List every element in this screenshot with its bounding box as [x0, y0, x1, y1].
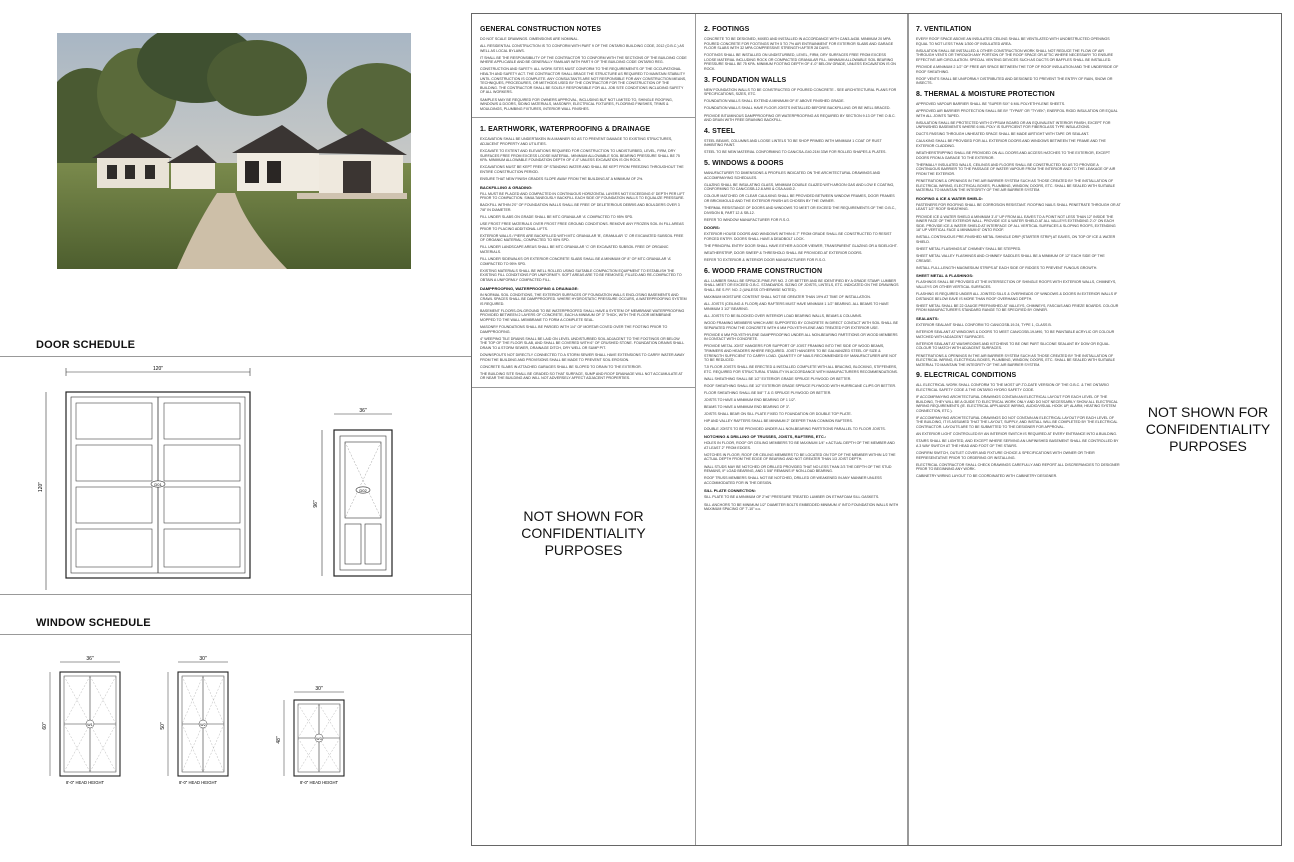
column-divider-3	[908, 14, 909, 845]
window-w1-caption: 8'-0" HEAD HEIGHT	[65, 780, 105, 785]
note-paragraph: FILL UNDER LANDSCAPE AREAS SHALL BE MTC GRANULAR 'C' OR EXCAVATED SUBSOIL FREE OF ORGANIC MATERIALS.	[480, 245, 669, 254]
footings-title: 2. FOOTINGS	[704, 26, 750, 33]
note-paragraph: PROVIDE BITUMINOUS DAMPPROOFING OR WATERPROOFING AS REQUIRED BY SECTION 9.13 OF THE O.B.C. AND DRAIN WITH FREE DRAINING BACKFILL.	[704, 113, 896, 123]
note-paragraph: FOUNDATION WALLS SHALL EXTEND A MINIMUM OF 8" ABOVE FINISHED GRADE.	[704, 99, 845, 104]
window-w3	[276, 686, 344, 785]
steel-section	[704, 128, 899, 155]
door-d01-tag: D01	[154, 482, 162, 487]
window-w2-caption: 8'-0" HEAD HEIGHT	[178, 780, 218, 785]
note-paragraph: EXCAVATE TO EXTENT AND ELEVATIONS REQUIRED FOR CONSTRUCTION TO UNDISTURBED, LEVEL, FIRM, DRY SURFACES FREE FROM EXCESS LOOSE MATERIAL. MINIMUM ALLOWABLE SOIL BEARING PRESSURE SHALL BE 75 KPA. MINIMUM ALLOWABLE FOUNDATION DEPTH OF 4'-0" UNLESS EXCAVATION IS ON ROCK.	[480, 149, 680, 163]
window-w2-width: 30"	[199, 656, 207, 662]
note-paragraph: SAMPLES MAY BE REQUIRED FOR OWNERS APPROVAL, INCLUDING BUT NOT LIMITED TO, SHINGLE ROOFING, WINDOWS & DOORS, SIDING MATERIALS, MASONRY, ELECTRICAL FIXTURES, FLOORING FINISHES, TRIMS & MOULDINGS, PLUMBING FIXTURES, INTERIOR WALL FINISHES.	[480, 97, 673, 111]
general-notes-section	[480, 26, 687, 111]
window-w1-height: 60"	[42, 722, 48, 730]
note-subheading: SHEET METAL & FLASHINGS:	[916, 273, 974, 279]
note-paragraph: ENSURE THAT NEW FINISH GRADES SLOPE AWAY FROM THE BUILDING AT A MINIMUM OF 2%.	[480, 176, 644, 181]
note-paragraph: SILL ANCHORS TO BE MINIMUM 1/2" DIAMETER BOLTS EMBEDDED MINIMUM 4" INTO FOUNDATION WALLS WITH MAXIMUM SPACING OF 7'-10" o.c.	[704, 502, 899, 512]
note-paragraph: IF ACCOMPANYING ARCHITECTURAL DRAWINGS DO NOT CONTAIN AN ELECTRICAL LAYOUT FOR EACH LEVEL OF THE BUILDING, IT IS ASSUMED THAT THE LAYOUT, SUPPLY, AND INSTALL WILL BE COMPLETED BY THE ELECTRICAL CONTRACTOR. LAYOUTS ARE TO BE SUBMITTED TO THE DESIGNER FOR APPROVAL.	[916, 415, 1118, 430]
door-schedule-drawing	[30, 362, 410, 590]
note-paragraph: CONCRETE TO BE DESIGNED, MIXED AND INSTALLED IN ACCORDANCE WITH CAN3-A438. MINIMUM 20 MPA POURED CONCRETE FOR FOOTINGS WITH 5 TO 7% AIR ENTRAINMENT FOR EXTERIOR SLABS AND GARAGE FLOOR SLABS WITH 32 MPA COMPRESSIVE STRENGTH AFTER 28 DAYS.	[704, 37, 894, 51]
note-paragraph: EXISTING MATERIALS SHALL BE WELL ROLLED USING SUITABLE COMPACTION EQUIPMENT TO ESTABLISH THE EXISTING FILL CONDITIONS FOR UNIFORMITY. SOFT AREAS ARE TO BE REMOVED, FILLED AND RE-COMPACTED TO OBTAIN A UNIFORMLY COMPACTED FILL.	[480, 268, 682, 282]
door-d01-height: 120"	[38, 481, 44, 493]
note-paragraph: PROVIDE ICE & WATER SHIELD A MINIMUM 3'-0" UP FROM ALL EAVES TO A POINT NOT LESS THAN 12" INSIDE THE INNER FACE OF THE EXTERIOR WALL. PROVIDE ICE & WATER SHIELD AT ALL VALLEYS EXTENDING 2'-0" ON EACH SIDE. PROVIDE ICE & WATER SHIELD AT INTERFACE OF ALL VERTICAL SURFACES & SLOPING ROOFS, EXTENDING 18" UP VERTICAL FACE & MINIMUM 6" ONTO ROOF.	[916, 214, 1116, 233]
window-schedule-title: WINDOW SCHEDULE	[36, 617, 151, 629]
door-d01	[38, 366, 250, 590]
door-d02-height: 96"	[313, 500, 319, 508]
note-paragraph: WEATHERSTRIP, DOOR SWEEP & THRESHOLD SHALL BE PROVIDED AT EXTERIOR DOORS.	[704, 251, 863, 256]
note-subheading: NOTCHING & DRILLING OF TRUSSES, JOISTS, RAFTERS, ETC.:	[704, 434, 827, 440]
note-paragraph: ALL LUMBER SHALL BE SPRUCE-PINE-FIR NO. 2 OR BETTER AND BE IDENTIFIED BY A GRADE STAMP. LUMBER SHALL MEET OR EXCEED O.B.C. STANDARDS. SIZING OF JOISTS, LINTELS, ETC. INDICATED ON THE DRAWINGS SHALL BE S.P.F. NO. 2 (UNLESS OTHERWISE NOTED).	[704, 278, 899, 292]
earthwork-section	[480, 126, 687, 381]
note-paragraph: ROOF SHEATHING SHALL BE 1/2" EXTERIOR GRADE SPRUCE PLYWOOD WITH HURRICANE CLIPS OR BETTER.	[704, 384, 897, 388]
electrical-title: 9. ELECTRICAL CONDITIONS	[916, 372, 1017, 380]
note-subheading: BACKFILLING & GRADING:	[480, 184, 533, 190]
note-paragraph: DO NOT SCALE DRAWINGS. DIMENSIONS ARE NOMINAL.	[480, 37, 579, 41]
note-paragraph: WOOD FRAMING MEMBERS WHICH ARE SUPPORTED BY CONCRETE IN DIRECT CONTACT WITH SOIL SHALL BE SEPARATED FROM THE CONCRETE WITH 6 MM POLYETHYLENE AND TREATED FOR EXTERIOR USE.	[704, 320, 899, 330]
window-w3-width: 30"	[315, 686, 323, 692]
note-paragraph: FILL UNDER SLABS ON GRADE SHALL BE MTC GRANULAR 'A' COMPACTED TO 95% SPD.	[480, 214, 634, 219]
door-schedule-title: DOOR SCHEDULE	[36, 339, 136, 351]
note-paragraph: SILL PLATE TO BE A MINIMUM OF 2"x6" PRESSURE TREATED LUMBER ON ETHAFOAM SILL GASKETS.	[704, 495, 880, 500]
note-paragraph: USE FROST FREE MATERIALS OVER FROST FREE GROUND CONDITIONS. REMOVE ANY FROZEN SOIL IN FILL AREAS PRIOR TO PLACING ADDITIONAL LIFTS.	[480, 222, 684, 231]
note-paragraph: CONFIRM SWITCH, OUTLET COVER AND FIXTURE CHOICE & SPECIFICATIONS WITH OWNER OR THEIR REPRESENTATIVE PRIOR TO ORDERING OR INSTALLING.	[916, 450, 1095, 460]
door-d02	[313, 408, 392, 576]
door-schedule-top-rule	[0, 356, 471, 357]
note-paragraph: IT SHALL BE THE RESPONSIBILITY OF THE CONTRACTOR TO CONFORM WITH THE SECTIONS OF THE BUILDING CODE WHERE APPLICABLE AND BE GENERALLY FAMILIAR WITH PART 9 OF THE BUILDING CODE ONTARIO REG.	[480, 55, 687, 65]
note-paragraph: DOUBLE JOISTS TO BE PROVIDED UNDER ALL NON-BEARING PARTITIONS PARALLEL TO FLOOR JOISTS.	[704, 426, 886, 431]
notes-column-2	[696, 14, 908, 845]
note-subheading: SEALANTS:	[916, 316, 939, 322]
note-paragraph: FOOTINGS SHALL BE INSTALLED ON UNDISTURBED, LEVEL, FIRM, DRY SURFACES FREE FROM EXCESS LOOSE MATERIAL INCLUDING ROCK OR COMPACTED GRANULAR FILL. MINIMUM ALLOWABLE SOIL BEARING PRESSURE SHALL BE 75 KPA. MINIMUM FOOTING DEPTH OF 4'-0" BELOW GRADE, UNLESS EXCAVATION IS ON ROCK.	[704, 53, 896, 72]
note-paragraph: COLOUR MATCHED OR CLEAR CAULKING SHALL BE PROVIDED BETWEEN WINDOW FRAMES, DOOR FRAMES OR BRICKMOULD AND THE EXTERIOR FINISH AS CHOSEN BY THE OWNER.	[704, 194, 895, 203]
note-paragraph: EVERY ROOF SPACE ABOVE AN INSULATED CEILING SHALL BE VENTILATED WITH UNOBSTRUCTED OPENINGS EQUAL TO NOT LESS THAN 1/300 OF INSULATED AREA.	[916, 37, 1110, 46]
notes-column-1	[472, 14, 696, 845]
note-paragraph: SHEET METAL SHALL BE 22 GAUGE PREFINISHED AT VALLEYS, CHIMNEYS, FASCIAS AND FRIEZE BOARDS. COLOUR FROM MANUFACTURER'S STANDARD RANGE TO BE SPECIFIED BY OWNER.	[916, 303, 1119, 313]
note-paragraph: FLASHING IS REQUIRED UNDER ALL JOINTED SILLS & OVERHEADS OF WINDOWS & DOORS IN EXTERIOR WALLS IF DISTANCE BELOW EAVE IS MORE THAN ROOF OVERHANG DEPTH.	[916, 292, 1118, 301]
thermal-section	[916, 91, 1121, 367]
window-w2-tag: W2	[200, 723, 206, 727]
note-paragraph: APPROVED AIR BARRIER PROTECTION SHALL BE BY "TYPAR" OR "TYVEK"; ENERFOIL RIGID INSULATION OR EQUAL WITH ALL JOINTS TAPED.	[916, 108, 1118, 118]
note-paragraph: EXTERIOR HOUSE DOORS AND WINDOWS WITHIN 6'-7" FROM GRADE SHALL BE CONSTRUCTED TO RESIST FORCED ENTRY. DOORS SHALL HAVE A DEADBOLT LOCK.	[704, 232, 892, 241]
note-paragraph: HIP AND VALLEY RAFTERS SHALL BE MINIMUM 2" DEEPER THAN COMMON RAFTERS.	[704, 419, 853, 424]
note-paragraph: PROVIDE 6 MM POLYETHYLENE DAMPPROOFING UNDER ALL NON-BEARING PARTITIONS OR WOOD MEMBERS IN CONTACT WITH CONCRETE.	[704, 332, 898, 342]
note-paragraph: SHEET METAL FLASHINGS AT CHIMNEY SHALL BE STEPPED.	[916, 247, 1022, 252]
note-paragraph: DUCTS PASSING THROUGH UNHEATED SPACE SHALL BE MADE AIRTIGHT WITH TAPE OR SEALANT.	[916, 132, 1090, 137]
window-w1-width: 36"	[86, 656, 94, 662]
door-schedule-bottom-rule	[0, 594, 471, 595]
foundation-section	[704, 77, 899, 123]
note-paragraph: THE PRINCIPAL ENTRY DOOR SHALL HAVE EITHER A DOOR VIEWER, TRANSPARENT GLAZING OR A SIDELIGHT.	[704, 244, 898, 249]
note-paragraph: FASTENERS FOR ROOFING SHALL BE CORROSION RESISTANT. ROOFING NAILS SHALL PENETRATE THROUGH OR AT LEAST 1/2" ROOF SHEATHING.	[916, 202, 1121, 212]
foundation-title: 3. FOUNDATION WALLS	[704, 76, 787, 84]
wood-frame-section	[704, 268, 899, 512]
window-w2	[160, 656, 228, 785]
thermal-title: 8. THERMAL & MOISTURE PROTECTION	[916, 90, 1055, 98]
note-paragraph: WALL SHEATHING SHALL BE 1/2" EXTERIOR GRADE SPRUCE PLYWOOD OR BETTER.	[704, 376, 852, 381]
footings-section	[704, 26, 899, 72]
note-paragraph: ALL ELECTRICAL WORK SHALL CONFORM TO THE MOST UP-TO-DATE VERSION OF THE O.B.C. & THE ONTARIO ELECTRICAL SAFETY CODE & THE ONTARIO HYDRO SAFETY CODE.	[916, 383, 1109, 392]
note-paragraph: FILL MUST BE PLACED AND COMPACTED IN CONTINUOUS HORIZONTAL LAYERS NOT EXCEEDING 6" DEPTH PER LIFT PRIOR TO COMPACTION. SIMULTANEOUSLY BACKFILL EACH SIDE OF FOUNDATION WALLS TO EQUALIZE PRESSURE.	[480, 191, 685, 201]
note-subheading: ROOFING & ICE & WATER SHIELD:	[916, 195, 983, 201]
note-paragraph: INSULATION SHALL BE PROTECTED WITH GYPSUM BOARD OR AN EQUIVALENT INTERIOR FINISH, EXCEPT FOR UNFINISHED BASEMENTS WHERE 6 MIL POLY IS SUFFICIENT FOR FIBERGLASS TYPE INSULATIONS.	[916, 120, 1111, 130]
ventilation-title: 7. VENTILATION	[916, 26, 972, 33]
note-paragraph: MANUFACTURER TO DIMENSIONS & PROFILES INDICATED ON THE ARCHITECTURAL DRAWINGS AND ACCOMPANYING SCHEDULES.	[704, 171, 881, 180]
note-paragraph: TJI FLOOR JOISTS SHALL BE ERECTED & INSTALLED COMPLETE WITH ALL BRACING, BLOCKING, STIFFENERS, ETC. REQUIRED FOR STRUCTURAL STABILITY IN ACCORDANCE WITH MANUFACTURERS RECOMMENDATIONS.	[704, 365, 898, 374]
house-rendering-illustration	[57, 33, 411, 269]
note-paragraph: ALL JOISTS (CEILING & FLOOR) AND RAFTERS MUST HAVE MINIMUM 1 1/2" BEARING. ALL BEAMS TO HAVE MINIMUM 3 1/2" BEARING.	[704, 302, 889, 311]
note-paragraph: BEAMS TO HAVE A MINIMUM END BEARING OF 3".	[704, 405, 791, 410]
door-d01-width: 120"	[152, 366, 164, 372]
note-paragraph: NEW FOUNDATION WALLS TO BE CONSTRUCTED OF POURED CONCRETE - SEE ARCHITECTURAL PLANS FOR SPECIFICATIONS, SIZES, ETC.	[704, 87, 897, 97]
window-schedule-drawing	[30, 650, 410, 790]
note-paragraph: CONCRETE SLABS IN ATTACHED GARAGES SHALL BE SLOPED TO DRAIN TO THE EXTERIOR.	[480, 364, 642, 369]
note-paragraph: WEATHERSTRIPPING SHALL BE PROVIDED ON ALL DOORS AND ACCESS HATCHES TO THE EXTERIOR, EXCEPT DOORS FROM A GARAGE TO THE EXTERIOR.	[916, 151, 1111, 160]
note-paragraph: HOLES IN FLOOR, ROOF OR CEILING MEMBERS TO BE MAXIMUM 1/4" x ACTUAL DEPTH OF THE MEMBER AND AT LEAST 2" FROM EDGES.	[704, 441, 895, 450]
window-w2-height: 50"	[160, 722, 166, 730]
note-paragraph: THERMAL RESISTANCE OF DOORS AND WINDOWS TO MEET OR EXCEED THE REQUIREMENTS OF THE O.B.C., DIVISION B, PART 12 & SB-12.	[704, 206, 897, 215]
general-notes-title: GENERAL CONSTRUCTION NOTES	[480, 26, 602, 33]
note-paragraph: IF ACCOMPANYING ARCHITECTURAL DRAWINGS CONTAIN AN ELECTRICAL LAYOUT FOR EACH LEVEL OF THE BUILDING, THEY WILL BE A GUIDE TO ELECTRICAL WORK ONLY AND DO NOT NECESSARILY SHOW ALL ELECTRICAL WIRING REQUIREMENTS (IE. ELECTRICAL APPLIANCE WIRING, AUDIO/VISUAL HOOK UP, ALARM, HEATING SYSTEM CONNECTION, ETC.).	[916, 394, 1118, 413]
note-paragraph: MAXIMUM MOISTURE CONTENT SHALL NOT BE GREATER THAN 19% AT TIME OF INSTALLATION.	[704, 295, 871, 300]
note-paragraph: THERMALLY INSULATED WALLS, CEILINGS AND FLOORS SHALL BE CONSTRUCTED SO AS TO PROVIDE A CONTINUOUS BARRIER TO THE PASSAGE OF WATER VAPOUR FROM THE INTERIOR AND TO THE LEAKAGE OF AIR FROM THE EXTERIOR.	[916, 162, 1116, 176]
note-paragraph: DOWNSPOUTS NOT DIRECTLY CONNECTED TO A STORM SEWER SHALL HAVE EXTENSIONS TO CARRY WATER AWAY FROM THE BUILDING AND PROVISIONS SHALL BE MADE TO PREVENT SOIL EROSION.	[480, 353, 685, 362]
note-paragraph: AN EXTERIOR LIGHT CONTROLLED BY AN INTERIOR SWITCH IS REQUIRED AT EVERY ENTRANCE INTO A BUILDING.	[916, 432, 1118, 437]
note-paragraph: CAULKING SHALL BE PROVIDED FOR ALL EXTERIOR DOORS AND WINDOWS BETWEEN THE FRAME AND THE EXTERIOR CLADDING.	[916, 139, 1106, 148]
note-paragraph: WALL STUDS MAY BE NOTCHED OR DRILLED PROVIDED THAT NO LESS THAN 2/3 THE DEPTH OF THE STUD REMAINS, IF LOAD BEARING, AND 1 5/8" REMAINS IF NON-LOAD BEARING.	[704, 464, 892, 474]
note-paragraph: SHEET METAL VALLEY FLASHINGS AND CHIMNEY SADDLES SHALL BE A MINIMUM OF 12" EACH SIDE OF THE CREASE.	[916, 254, 1105, 263]
note-subheading: SILL PLATE CONNECTION:	[704, 488, 756, 494]
note-paragraph: IN NORMAL SOIL CONDITIONS, THE EXTERIOR SURFACES OF FOUNDATION WALLS ENCLOSING BASEMENTS AND CRAWL SPACES SHALL BE DAMPPROOFED. WHERE HYDROSTATIC PRESSURE OCCURS, A WATERPROOFING SYSTEM IS REQUIRED.	[480, 292, 687, 306]
note-subheading: DAMPPROOFING, WATERPROOFING & DRAINAGE:	[480, 285, 579, 291]
note-paragraph: PROVIDE A MINIMUM 2 1/2" OF FREE AIR SPACE BETWEEN THE TOP OF ROOF INSULATION AND THE UNDERSIDE OF ROOF SHEATHING.	[916, 64, 1119, 74]
windows-doors-title: 5. WINDOWS & DOORS	[704, 160, 784, 167]
note-paragraph: INTERIOR SEALANT AT WASHROOMS AND KITCHENS TO BE ONE PART SILICONE SEALANT BY DOW OR EQUAL. COLOUR TO MATCH WITH ADJACENT SURFACES.	[916, 341, 1111, 351]
window-w3-height: 48"	[276, 736, 282, 744]
right-confidential-notice: NOT SHOWN FOR CONFIDENTIALITY PURPOSES	[1145, 404, 1271, 454]
note-paragraph: MASONRY FOUNDATIONS SHALL BE PARGED WITH 1/4" OF MORTAR COVED OVER THE FOOTING PRIOR TO DAMPPROOFING.	[480, 325, 668, 334]
note-paragraph: THE BUILDING SITE SHALL BE GRADED SO THAT SURFACE, SUMP AND ROOF DRAINAGE WILL NOT ACCUMULATE AT OR NEAR THE BUILDING AND WILL NOT ADVERSELY AFFECT ADJACENT PROPERTIES.	[480, 371, 683, 381]
note-paragraph: JOISTS SHALL BEAR ON SILL PLATE FIXED TO FOUNDATION OR DOUBLE TOP PLATE.	[704, 412, 852, 417]
steel-title: 4. STEEL	[704, 127, 736, 135]
note-paragraph: 4" WEEPING TILE DRAINS SHALL BE LAID ON LEVEL UNDISTURBED SOIL ADJACENT TO THE FOOTINGS OR BELOW THE TOP OF THE FLOOR SLAB, AND SHALL BE COVERED WITH 6" OF CRUSHED STONE. FOUNDATION DRAINS SHALL DRAIN TO A STORM SEWER, DRAINAGE DITCH, DRY WELL OR SUMP PIT.	[480, 336, 685, 350]
note-paragraph: ALL JOISTS TO BE BLOCKED OVER INTERIOR LOAD BEARING WALLS, BEAMS & COLUMNS.	[704, 313, 862, 318]
window-w3-caption: 8'-0" HEAD HEIGHT	[299, 780, 339, 785]
earthwork-title: 1. EARTHWORK, WATERPROOFING & DRAINAGE	[480, 126, 651, 134]
note-paragraph: FILL UNDER SIDEWALKS OR EXTERIOR CONCRETE SLABS SHALL BE A MINIMUM OF 8" OF MTC GRANULAR 'A' COMPACTED TO 95% SPD.	[480, 257, 672, 266]
wood-frame-title: 6. WOOD FRAME CONSTRUCTION	[704, 267, 823, 275]
window-schedule-top-rule	[0, 634, 471, 635]
note-paragraph: ROOF VENTS SHALL BE UNIFORMLY DISTRIBUTED AND DESIGNED TO PREVENT THE ENTRY OF RAIN, SNOW OR INSECTS.	[916, 76, 1113, 86]
note-paragraph: INTERIOR SEALANT AT WINDOWS & DOORS TO MEET CAN/CGSB-19-M90, TO BE PAINTABLE ACRYLIC OR COLOUR MATCHED WITH ADJACENT SURFACES.	[916, 330, 1115, 339]
note-paragraph: PENETRATIONS & OPENINGS IN THE AIR BARRIER SYSTEM SUCH AS THOSE CREATED BY THE INSTALLATION OF ELECTRICAL WIRING, ELECTRICAL BOXES, PLUMBING, WINDOW, DOORS, ETC. SHALL BE SEALED WITH SUITABLE MATERIAL TO MAINTAIN THE INTEGRITY OF THE AIR BARRIER SYSTEM.	[916, 353, 1116, 367]
window-w1	[42, 656, 120, 785]
note-paragraph: CABINETRY WIRING LAYOUT TO BE COORDINATED WITH CABINETRY DESIGNER.	[916, 474, 1058, 479]
left-confidential-notice: NOT SHOWN FOR CONFIDENTIALITY PURPOSES	[521, 508, 646, 559]
note-paragraph: EXCAVATION SHALL BE UNDERTAKEN IN A MANNER SO AS TO PREVENT DAMAGE TO EXISTING STRUCTURES, ADJACENT PROPERTY AND UTILITIES.	[480, 137, 673, 146]
note-paragraph: FLASHINGS SHALL BE PROVIDED AT THE INTERSECTION OF SHINGLE ROOFS WITH EXTERIOR WALLS, CHIMNEYS, VALLEYS OR OTHER VERTICAL SURFACES.	[916, 280, 1117, 290]
window-w1-tag: W1	[87, 723, 93, 727]
note-paragraph: STEEL TO BE NEW MATERIAL CONFORMING TO CAN/CSA-G40.21M 33W FOR ROLLED SHAPES & PLATES.	[704, 150, 887, 155]
note-paragraph: REFER TO WINDOW MANUFACTURER FOR R.S.O.	[704, 217, 791, 222]
windows-doors-section	[704, 160, 899, 263]
note-paragraph: INSTALL FULL-LENGTH MAGNESIUM STRIPS AT EACH SIDE OF RIDGES TO PREVENT FUNGUS GROWTH.	[916, 265, 1098, 270]
note-subheading: DOORS:	[704, 225, 720, 231]
note-paragraph: EXTERIOR WALLS / PIERS ARE BACKFILLED WITH MTC GRANULAR 'B', GRANULAR 'C' OR EXCAVATED SUBSOIL FREE OF ORGANIC MATERIAL, COMPACTED TO 95% SPD.	[480, 233, 684, 243]
note-paragraph: FLOOR SHEATHING SHALL BE 5/8" T & G SPRUCE PLYWOOD OR BETTER.	[704, 391, 832, 396]
note-paragraph: EXCAVATIONS MUST BE KEPT FREE OF STANDING WATER AND SHALL BE KEPT FROM FREEZING THROUGHOUT THE ENTIRE CONSTRUCTION PERIOD.	[480, 165, 684, 174]
window-w3-tag: W3	[316, 737, 322, 741]
note-paragraph: GLAZING SHALL BE INSULATING GLASS, MINIMUM DOUBLE GLAZED WITH ARGON GAS AND LOW E COATING, CONFORMING TO CAN/CGSB-12.8-M90 & CSA A440.2.	[704, 182, 895, 192]
note-paragraph: STEEL BEAMS, COLUMNS AND LOOSE LINTELS TO BE SHOP PRIMED WITH MINIMUM 1 COAT OF RUST INHIBITING PAINT.	[704, 138, 882, 148]
note-paragraph: FOUNDATION WALLS SHALL HAVE FLOOR JOISTS INSTALLED BEFORE BACKFILLING OR BE WELL BRACED.	[704, 106, 891, 111]
note-paragraph: INSULATION SHALL BE INSTALLED & OTHER CONSTRUCTION WORK SHALL NOT REDUCE THE FLOW OF AIR THROUGH VENTS OR THROUGH ANY PORTION OF THE ROOF SPACE OR ATTIC WHERE NECESSARY TO ENSURE EFFECTIVE AIR CIRCULATION. SPECIAL VENTING DEVICES SUCH AS DUCTS OR BAFFLES SHALL BE INSTALLED.	[916, 48, 1114, 62]
note-paragraph: INSTALL CONTINUOUS PRE-FINISHED METAL SHINGLE DRIP (STARTER STRIP) AT EAVES, ON TOP OF ICE & WATER SHIELD.	[916, 235, 1116, 244]
note-paragraph: PENETRATIONS & OPENINGS IN THE AIR BARRIER SYSTEM SUCH AS THOSE CREATED BY THE INSTALLATION OF ELECTRICAL WIRING, ELECTRICAL BOXES, PLUMBING, WINDOW, DOORS, ETC. SHALL BE SEALED WITH SUITABLE MATERIAL TO MAINTAIN THE INTEGRITY OF THE AIR BARRIER SYSTEM.	[916, 179, 1116, 193]
note-paragraph: PROVIDE METAL JOIST HANGERS FOR SUPPORT OF JOIST FRAMING INTO THE SIDE OF WOOD BEAMS, TRIMMERS AND HEADERS WHERE REQUIRED. JOIST HANGERS TO BE GALVANIZED STEEL OF SIZE & STRENGTH SUFFICIENT TO CARRY LOAD. QUANTITY OF NAILS RECOMMENDED BY MANUFACTURER ARE NOT TO BE REDUCED.	[704, 344, 897, 363]
note-paragraph: STAIRS SHALL BE LIGHTED, AND EXCEPT WHERE SERVING AN UNFINISHED BASEMENT SHALL BE CONTROLLED BY A 3 WAY SWITCH AT THE HEAD AND FOOT OF THE STAIRS.	[916, 439, 1119, 448]
note-paragraph: REFER TO EXTERIOR & INTERIOR DOOR MANUFACTURER FOR R.S.O.	[704, 258, 827, 263]
note-paragraph: BASEMENT FLOORS-ON-GROUND TO BE WATERPROOFED SHALL HAVE A SYSTEM OF MEMBRANE WATERPROOFING PROVIDED BETWEEN 2 LAYERS OF CONCRETE, EACH A MINIMUM OF 3" THICK, WITH THE FLOOR MEMBRANE MOPPED TO THE WALL MEMBRANE TO FORM A COMPLETE SEAL.	[480, 308, 685, 323]
door-d02-width: 36"	[359, 408, 367, 414]
note-paragraph: ROOF TRUSS MEMBERS SHALL NOT BE NOTCHED, DRILLED OR WEAKENED IN ANY MANNER UNLESS ACCOMMODATED FOR IN THE DESIGN.	[704, 476, 882, 485]
note-paragraph: ELECTRICAL CONTRACTOR SHALL CHECK DRAWINGS CAREFULLY AND REPORT ALL DISCREPANCIES TO DESIGNER PRIOR TO BEGINNING ANY WORK.	[916, 462, 1120, 472]
house-rendering-photo	[57, 33, 411, 269]
note-paragraph: ALL RESIDENTIAL CONSTRUCTION IS TO CONFORM WITH PART 9 OF THE ONTARIO BUILDING CODE, 2012 (O.B.C.) AS WELL AS LOCAL BYLAWS.	[480, 44, 685, 53]
note-paragraph: BACKFILL WITHIN 2'0" OF FOUNDATION WALLS SHALL BE FREE OF DELETERIOUS DEBRIS AND BOULDERS OVER 3 7/8" IN DIAMETER.	[480, 203, 680, 212]
note-paragraph: NOTCHES IN FLOOR, ROOF OR CEILING MEMBERS TO BE LOCATED ON TOP OF THE MEMBER WITHIN 1/2 THE ACTUAL DEPTH FROM THE EDGE OF BEARING AND NOT GREATER THAN 1/3 JOIST DEPTH.	[704, 452, 896, 462]
ventilation-section	[916, 26, 1121, 86]
note-paragraph: CONSTRUCTION AND SAFETY: ALL WORK SITES MUST CONFORM TO THE REQUIREMENTS OF THE OCCUPATIONAL HEALTH AND SAFETY ACT. THE CONTRACTOR SHALL BRACE THE STRUCTURE AS REQUIRED TO MAINTAIN STABILITY UNTIL CONSTRUCTION IS COMPLETE. ANY CONSULTANTS ARE NOT RESPONSIBLE FOR ANY CONSTRUCTION MEANS, TECHNIQUES, PROCEDURES, OR METHODS USED BY THE CONTRACTOR FOR THE CONSTRUCTION OF THE BUILDING. THE CONTRACTOR SHALL BE SOLELY RESPONSIBLE FOR ALL JOB SITE CONDITIONS INCLUDING SAFETY OF ALL WORKERS.	[480, 67, 687, 95]
electrical-section	[916, 372, 1121, 479]
note-paragraph: APPROVED VAPOUR BARRIER SHALL BE "SUPER SIX" 6 MIL POLYETHYLENE SHEETS.	[916, 101, 1066, 106]
note-paragraph: EXTERIOR SEALANT SHALL CONFORM TO CAN/CGSB-19.24, TYPE 1, CLASS B.	[916, 323, 1052, 328]
door-d02-tag: D02	[359, 488, 367, 493]
note-paragraph: JOISTS TO HAVE A MINIMUM END BEARING OF 1 1/2".	[704, 398, 797, 403]
